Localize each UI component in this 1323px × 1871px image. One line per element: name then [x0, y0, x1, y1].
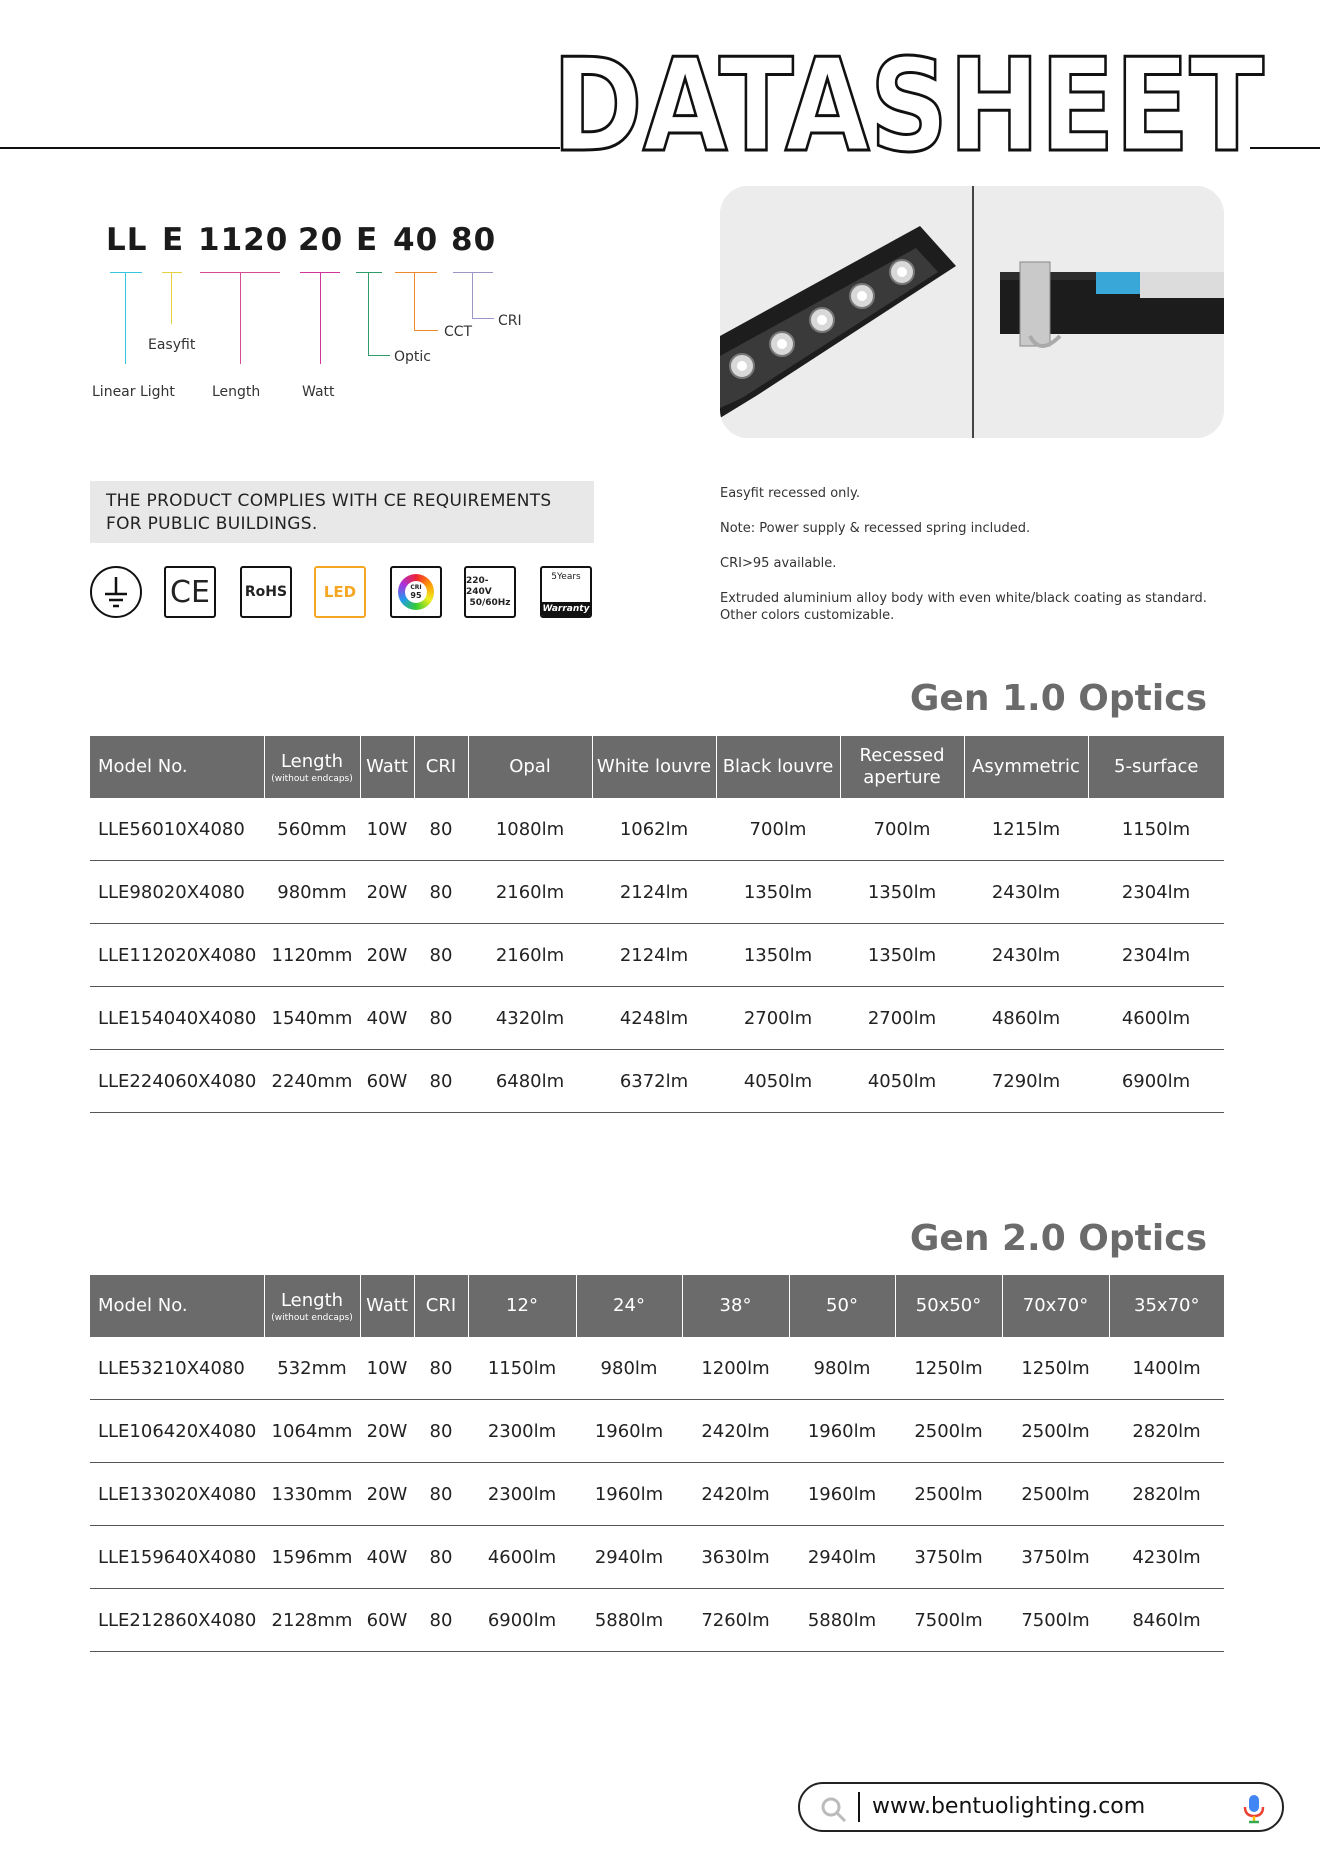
- gen2-header-label: 50°: [826, 1295, 858, 1316]
- line-cri-top: [453, 272, 493, 273]
- gen1-table: [90, 736, 1224, 1113]
- table-row: [90, 924, 1224, 987]
- datasheet-title: [550, 40, 1320, 170]
- table-cell: 532mm: [264, 1337, 360, 1400]
- warranty-icon: [540, 566, 592, 618]
- table-cell: 3750lm: [1002, 1526, 1109, 1589]
- table-cell: 3750lm: [895, 1526, 1002, 1589]
- gen2-header-label: 24°: [613, 1295, 645, 1316]
- website-url[interactable]: www.bentuolighting.com: [872, 1794, 1146, 1819]
- table-cell: 6900lm: [1088, 1050, 1224, 1113]
- table-cell: 1960lm: [576, 1400, 682, 1463]
- line-optic: [368, 272, 369, 355]
- table-cell: 4248lm: [592, 987, 716, 1050]
- table-cell: 2160lm: [468, 924, 592, 987]
- table-cell: 5880lm: [789, 1589, 895, 1652]
- compliance-line-2: FOR PUBLIC BUILDINGS.: [106, 514, 318, 534]
- table-cell: 4600lm: [1088, 987, 1224, 1050]
- table-cell: 1960lm: [789, 1400, 895, 1463]
- search-icon: [820, 1796, 848, 1824]
- gen2-table: [90, 1275, 1224, 1652]
- table-cell: 6900lm: [468, 1589, 576, 1652]
- gen1-header-label: 5-surface: [1114, 756, 1199, 777]
- website-search-bar[interactable]: [798, 1782, 1284, 1832]
- cri-icon: [390, 566, 442, 618]
- table-row: [90, 987, 1224, 1050]
- gen1-header-label: Recessed aperture: [859, 745, 945, 788]
- line-cri-h: [472, 318, 494, 319]
- table-cell: 80: [414, 798, 468, 861]
- gen1-header-label: Model No.: [98, 756, 188, 777]
- table-cell: 2700lm: [840, 987, 964, 1050]
- gen1-header-5: [592, 736, 716, 798]
- gen2-header-label: Length: [280, 1289, 344, 1311]
- table-cell: 1080lm: [468, 798, 592, 861]
- note-4: Extruded aluminium alloy body with even white/black coating as standard.: [720, 591, 1207, 606]
- table-cell: 700lm: [716, 798, 840, 861]
- gen2-header-4: [468, 1275, 576, 1337]
- table-cell: 3630lm: [682, 1526, 789, 1589]
- photo-divider: [972, 186, 974, 438]
- table-row: [90, 1463, 1224, 1526]
- cri-icon-top: CRI: [410, 584, 422, 591]
- table-cell: 1064mm: [264, 1400, 360, 1463]
- note-5: Other colors customizable.: [720, 608, 895, 623]
- table-row: [90, 798, 1224, 861]
- compliance-box: [90, 481, 594, 543]
- table-cell: 4050lm: [840, 1050, 964, 1113]
- voltage-icon: [464, 566, 516, 618]
- table-cell: LLE224060X4080: [90, 1050, 264, 1113]
- text-cursor: [858, 1792, 860, 1822]
- note-2: Note: Power supply & recessed spring included.: [720, 521, 1031, 536]
- table-cell: 2124lm: [592, 861, 716, 924]
- line-ll-top: [110, 272, 142, 273]
- gen2-header-3: [414, 1275, 468, 1337]
- table-cell: 60W: [360, 1589, 414, 1652]
- table-cell: 1215lm: [964, 798, 1088, 861]
- cri-icon-bottom: 95: [410, 591, 422, 600]
- table-cell: 2304lm: [1088, 924, 1224, 987]
- table-cell: LLE98020X4080: [90, 861, 264, 924]
- table-cell: 4860lm: [964, 987, 1088, 1050]
- table-cell: 2304lm: [1088, 861, 1224, 924]
- table-cell: 980mm: [264, 861, 360, 924]
- table-row: [90, 1050, 1224, 1113]
- table-cell: 1350lm: [716, 861, 840, 924]
- table-cell: 980lm: [789, 1337, 895, 1400]
- table-cell: 6372lm: [592, 1050, 716, 1113]
- gen2-header-8: [895, 1275, 1002, 1337]
- table-cell: 2430lm: [964, 924, 1088, 987]
- table-cell: LLE159640X4080: [90, 1526, 264, 1589]
- gen1-header-6: [716, 736, 840, 798]
- table-cell: 20W: [360, 1463, 414, 1526]
- gen2-header-label: CRI: [425, 1295, 457, 1316]
- table-cell: 1960lm: [789, 1463, 895, 1526]
- gen2-header-label: 38°: [719, 1295, 752, 1316]
- gen1-title: Gen 1.0 Optics: [909, 678, 1207, 719]
- voltage-top: 220-240V: [466, 575, 492, 597]
- table-cell: 7500lm: [895, 1589, 1002, 1652]
- table-cell: LLE56010X4080: [90, 798, 264, 861]
- table-cell: 20W: [360, 1400, 414, 1463]
- gen1-header-8: [964, 736, 1088, 798]
- table-cell: 80: [414, 924, 468, 987]
- table-cell: 1150lm: [468, 1337, 576, 1400]
- label-cri: CRI: [498, 313, 522, 329]
- gen1-header-label: CRI: [425, 756, 457, 777]
- table-cell: LLE112020X4080: [90, 924, 264, 987]
- label-cct: CCT: [444, 324, 473, 340]
- table-cell: 2300lm: [468, 1463, 576, 1526]
- label-easyfit: Easyfit: [148, 337, 196, 353]
- gen1-header-label: White louvre: [596, 756, 712, 777]
- gen2-header-label: 35x70°: [1134, 1295, 1200, 1316]
- table-cell: 1350lm: [840, 861, 964, 924]
- table-cell: 2240mm: [264, 1050, 360, 1113]
- table-cell: 2128mm: [264, 1589, 360, 1652]
- table-cell: 80: [414, 987, 468, 1050]
- line-e: [171, 272, 172, 324]
- table-cell: 10W: [360, 1337, 414, 1400]
- table-cell: 2160lm: [468, 861, 592, 924]
- gen1-header-9: [1088, 736, 1224, 798]
- table-cell: LLE106420X4080: [90, 1400, 264, 1463]
- line-cct-top: [395, 272, 437, 273]
- line-length: [240, 272, 241, 364]
- table-cell: 80: [414, 1050, 468, 1113]
- table-cell: 1330mm: [264, 1463, 360, 1526]
- label-linear-light: Linear Light: [92, 384, 175, 400]
- note-3: CRI>95 available.: [720, 556, 837, 571]
- table-cell: 2500lm: [895, 1400, 1002, 1463]
- table-row: [90, 1526, 1224, 1589]
- gen1-length-sub: (without endcaps): [271, 773, 353, 784]
- table-cell: 1350lm: [716, 924, 840, 987]
- gen2-header-label: Watt: [366, 1295, 408, 1316]
- svg-text:DATASHEET: DATASHEET: [552, 40, 1264, 170]
- table-cell: 1120mm: [264, 924, 360, 987]
- table-cell: 2820lm: [1109, 1463, 1224, 1526]
- table-cell: 6480lm: [468, 1050, 592, 1113]
- voltage-bottom: 50/60Hz: [469, 597, 511, 608]
- table-cell: 1540mm: [264, 987, 360, 1050]
- gen1-header-label: Black louvre: [722, 756, 834, 777]
- ground-icon: [90, 566, 142, 618]
- table-cell: 80: [414, 1463, 468, 1526]
- line-cct: [414, 272, 415, 330]
- table-cell: 10W: [360, 798, 414, 861]
- warranty-top: 5Years: [551, 572, 581, 582]
- table-cell: 7290lm: [964, 1050, 1088, 1113]
- table-cell: 80: [414, 1337, 468, 1400]
- ce-icon: CE: [164, 566, 216, 618]
- table-cell: 80: [414, 861, 468, 924]
- line-cri: [472, 272, 473, 318]
- gen2-header-0: [90, 1275, 264, 1337]
- label-optic: Optic: [394, 349, 431, 365]
- table-cell: 40W: [360, 1526, 414, 1589]
- gen2-header-2: [360, 1275, 414, 1337]
- table-cell: LLE154040X4080: [90, 987, 264, 1050]
- compliance-line-1: THE PRODUCT COMPLIES WITH CE REQUIREMENTS: [106, 491, 552, 511]
- gen2-header-5: [576, 1275, 682, 1337]
- gen1-header-label: Asymmetric: [972, 756, 1080, 777]
- code-seg-e: E: [162, 222, 185, 258]
- table-cell: 2940lm: [789, 1526, 895, 1589]
- table-cell: 2940lm: [576, 1526, 682, 1589]
- table-cell: 60W: [360, 1050, 414, 1113]
- table-row: [90, 1337, 1224, 1400]
- rohs-icon: RoHS: [240, 566, 292, 618]
- table-cell: 560mm: [264, 798, 360, 861]
- line-watt: [320, 272, 321, 364]
- gen1-header-2: [360, 736, 414, 798]
- table-cell: 7260lm: [682, 1589, 789, 1652]
- line-optic-h: [368, 355, 390, 356]
- table-cell: 2500lm: [895, 1463, 1002, 1526]
- table-cell: 1596mm: [264, 1526, 360, 1589]
- note-1: Easyfit recessed only.: [720, 486, 860, 501]
- gen2-header-10: [1109, 1275, 1224, 1337]
- code-seg-cri: 80: [451, 222, 497, 258]
- table-cell: 700lm: [840, 798, 964, 861]
- table-cell: 20W: [360, 861, 414, 924]
- line-e-top: [162, 272, 182, 273]
- table-cell: 2420lm: [682, 1463, 789, 1526]
- gen2-title: Gen 2.0 Optics: [909, 1218, 1207, 1259]
- table-cell: 5880lm: [576, 1589, 682, 1652]
- gen2-header-label: 50x50°: [915, 1295, 982, 1316]
- table-cell: 2500lm: [1002, 1463, 1109, 1526]
- header-rule: [0, 147, 560, 149]
- microphone-icon[interactable]: [1243, 1794, 1265, 1824]
- gen1-header-label: Length: [280, 750, 344, 772]
- table-cell: 2124lm: [592, 924, 716, 987]
- table-cell: 80: [414, 1589, 468, 1652]
- table-cell: 2420lm: [682, 1400, 789, 1463]
- table-cell: 1250lm: [895, 1337, 1002, 1400]
- gen1-header-1: [264, 736, 360, 798]
- led-icon: LED: [314, 566, 366, 618]
- gen2-header-label: 12°: [506, 1295, 538, 1316]
- table-cell: 1960lm: [576, 1463, 682, 1526]
- table-row: [90, 1400, 1224, 1463]
- gen2-header-1: [264, 1275, 360, 1337]
- table-cell: 8460lm: [1109, 1589, 1224, 1652]
- code-seg-watt: 20: [298, 222, 344, 258]
- table-cell: 1250lm: [1002, 1337, 1109, 1400]
- label-length: Length: [212, 384, 261, 400]
- table-cell: 20W: [360, 924, 414, 987]
- table-cell: 7500lm: [1002, 1589, 1109, 1652]
- table-cell: LLE53210X4080: [90, 1337, 264, 1400]
- label-watt: Watt: [302, 384, 335, 400]
- table-cell: 80: [414, 1526, 468, 1589]
- table-row: [90, 1589, 1224, 1652]
- table-cell: LLE212860X4080: [90, 1589, 264, 1652]
- table-cell: 1400lm: [1109, 1337, 1224, 1400]
- table-cell: 4230lm: [1109, 1526, 1224, 1589]
- table-cell: 1350lm: [840, 924, 964, 987]
- table-cell: LLE133020X4080: [90, 1463, 264, 1526]
- code-seg-cct: 40: [393, 222, 439, 258]
- table-cell: 2430lm: [964, 861, 1088, 924]
- gen2-length-sub: (without endcaps): [271, 1312, 353, 1323]
- table-cell: 2300lm: [468, 1400, 576, 1463]
- table-cell: 2500lm: [1002, 1400, 1109, 1463]
- table-cell: 40W: [360, 987, 414, 1050]
- gen1-header-label: Watt: [366, 756, 408, 777]
- gen1-header-4: [468, 736, 592, 798]
- table-cell: 2820lm: [1109, 1400, 1224, 1463]
- table-cell: 4050lm: [716, 1050, 840, 1113]
- gen1-header-7: [840, 736, 964, 798]
- table-cell: 4600lm: [468, 1526, 576, 1589]
- table-cell: 1062lm: [592, 798, 716, 861]
- table-cell: 80: [414, 1400, 468, 1463]
- gen2-header-6: [682, 1275, 789, 1337]
- line-cct-h: [414, 330, 438, 331]
- warranty-bottom: Warranty: [542, 604, 590, 614]
- table-cell: 1200lm: [682, 1337, 789, 1400]
- gen1-header-0: [90, 736, 264, 798]
- table-cell: 1150lm: [1088, 798, 1224, 861]
- table-row: [90, 861, 1224, 924]
- gen1-header-3: [414, 736, 468, 798]
- table-cell: 4320lm: [468, 987, 592, 1050]
- gen1-header-label: Opal: [509, 756, 551, 777]
- line-optic-top: [356, 272, 382, 273]
- gen2-header-7: [789, 1275, 895, 1337]
- line-ll: [125, 272, 126, 364]
- code-seg-optic: E: [356, 222, 379, 258]
- code-seg-length: 1120: [198, 222, 289, 258]
- gen2-header-label: Model No.: [98, 1295, 188, 1316]
- gen2-header-9: [1002, 1275, 1109, 1337]
- code-seg-ll: LL: [106, 222, 148, 258]
- gen2-header-label: 70x70°: [1022, 1295, 1089, 1316]
- table-cell: 2700lm: [716, 987, 840, 1050]
- table-cell: 980lm: [576, 1337, 682, 1400]
